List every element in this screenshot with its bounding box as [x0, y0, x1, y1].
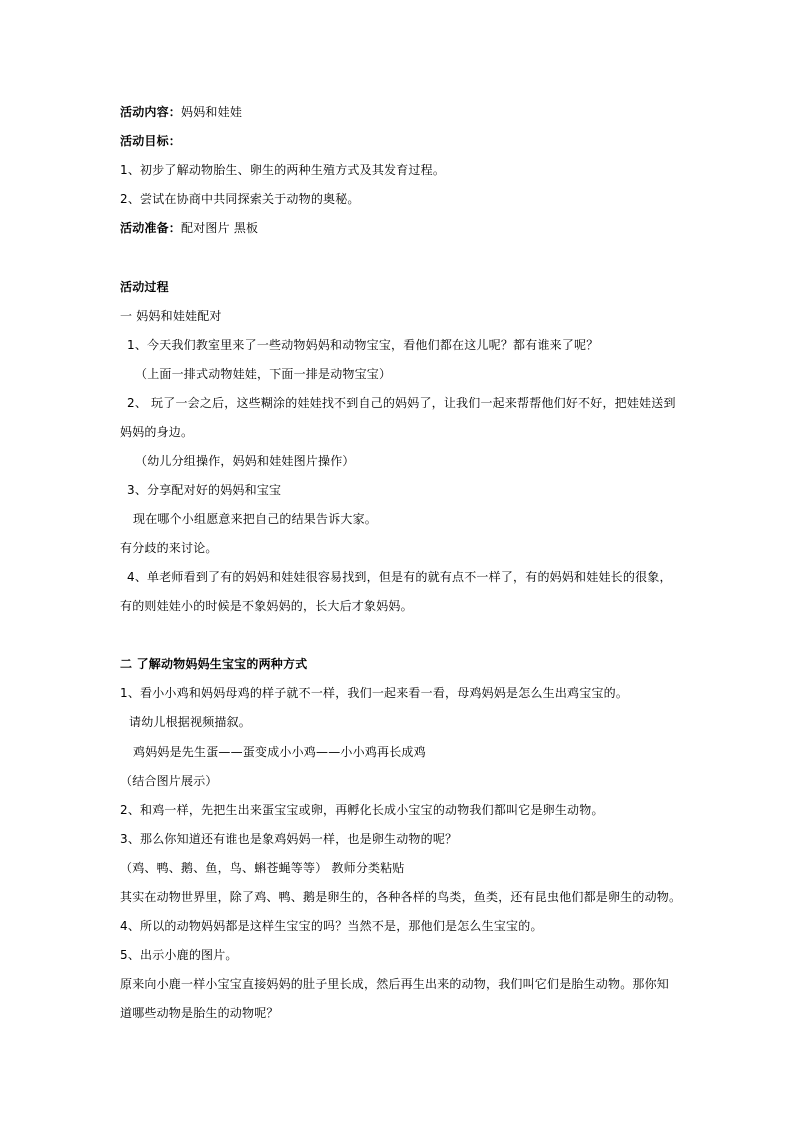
section-2-step-4: 4、所以的动物妈妈都是这样生宝宝的吗？当然不是，那他们是怎么生宝宝的。: [120, 919, 543, 933]
section-1-step-3: 3、分享配对好的妈妈和宝宝: [127, 483, 282, 497]
section-2-step-3-examples: （鸡、鸭、鹅、鱼，鸟、蝌苍蝇等等） 教师分类粘贴: [120, 861, 405, 875]
process-title: 活动过程: [120, 280, 169, 294]
section-2-step-1-note: （结合图片展示）: [120, 774, 218, 788]
activity-prep-label: 活动准备：: [120, 221, 182, 235]
section-2-step-2: 2、和鸡一样，先把生出来蛋宝宝或卵，再孵化长成小宝宝的动物我们都叫它是卵生动物。: [120, 803, 604, 817]
section-1-step-2-note: （幼儿分组操作，妈妈和娃娃图片操作）: [135, 454, 355, 468]
activity-content-label: 活动内容：: [120, 105, 182, 119]
activity-content-line: [120, 104, 242, 120]
section-1-step-1-note: （上面一排式动物娃娃，下面一排是动物宝宝）: [135, 367, 392, 381]
activity-content-value: 妈妈和娃娃: [181, 105, 243, 119]
activity-goal-label: 活动目标：: [120, 134, 182, 148]
section-1-step-3-text: 现在哪个小组愿意来把自己的结果告诉大家。: [133, 512, 378, 526]
section-1-step-4: 4、单老师看到了有的妈妈和娃娃很容易找到，但是有的就有点不一样了，有的妈妈和娃娃长的很象，有的则娃娃小的时候是不象妈妈的，长大后才象妈妈。: [120, 570, 672, 613]
section-2-step-5: 5、出示小鹿的图片。: [120, 948, 238, 962]
section-2-step-1-process: 鸡妈妈是先生蛋——蛋变成小小鸡——小小鸡再长成鸡: [133, 745, 426, 759]
goal-item-1: 1、初步了解动物胎生、卵生的两种生殖方式及其发育过程。: [120, 163, 446, 177]
activity-prep-value: 配对图片 黑板: [181, 221, 259, 235]
section-1-step-1: 1、今天我们教室里来了一些动物妈妈和动物宝宝，看他们都在这儿呢？都有谁来了呢？: [127, 338, 599, 352]
section-2-step-5-text: 原来向小鹿一样小宝宝直接妈妈的肚子里长成，然后再生出来的动物，我们叫它们是胎生动物。那你知道哪些动物是胎生的动物呢？: [120, 977, 670, 1020]
section-1-title: 一 妈妈和娃娃配对: [120, 309, 222, 323]
section-1-step-3-discussion: 有分歧的来讨论。: [120, 541, 218, 555]
goal-item-2: 2、尝试在协商中共同探索关于动物的奥秘。: [120, 192, 360, 206]
section-2-step-3: 3、那么你知道还有谁也是象鸡妈妈一样，也是卵生动物的呢？: [120, 832, 458, 846]
section-2-step-1: 1、看小小鸡和妈妈母鸡的样子就不一样，我们一起来看一看，母鸡妈妈是怎么生出鸡宝宝的。: [120, 686, 629, 700]
section-2-title: 二 了解动物妈妈生宝宝的两种方式: [120, 657, 308, 671]
section-2-step-1-text: 请幼儿根据视频描叙。: [129, 715, 252, 729]
activity-prep-line: [120, 220, 258, 236]
section-2-step-3-text: 其实在动物世界里，除了鸡、鸭、鹅是卵生的，各种各样的鸟类，鱼类，还有昆虫他们都是卵生的动物。: [120, 890, 682, 904]
section-1-step-2: 2、 玩了一会之后，这些糊涂的娃娃找不到自己的妈妈了，让我们一起来帮帮他们好不好，把娃娃送到妈妈的身边。: [120, 396, 676, 439]
